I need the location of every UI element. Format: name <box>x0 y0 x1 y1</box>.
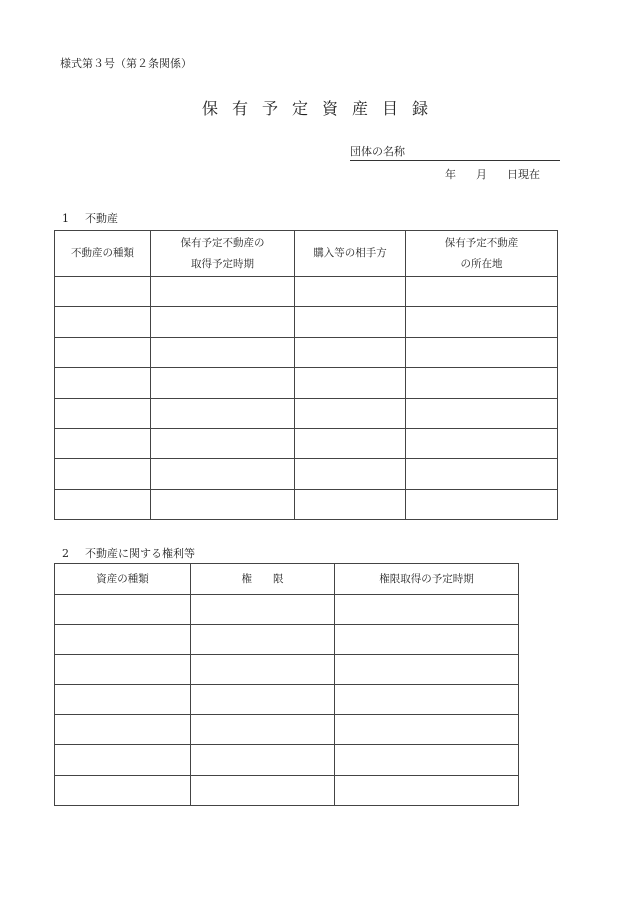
rights-row <box>55 685 519 715</box>
real-estate-table <box>54 230 558 520</box>
table-cell[interactable] <box>295 307 406 337</box>
header-property-type <box>55 231 151 277</box>
header-line: の所在地 <box>460 257 503 270</box>
table-cell[interactable] <box>191 685 335 715</box>
rights-header-row <box>55 564 519 595</box>
table-cell[interactable] <box>55 489 151 519</box>
table-cell[interactable] <box>335 775 519 805</box>
header-counterparty <box>295 231 406 277</box>
table-cell[interactable] <box>151 398 295 428</box>
real-estate-row <box>55 459 558 489</box>
table-cell[interactable] <box>151 368 295 398</box>
header-line: 不動産の種類 <box>71 247 134 259</box>
header-line: 保有予定不動産 <box>444 236 519 249</box>
table-cell[interactable] <box>335 715 519 745</box>
table-cell[interactable] <box>295 489 406 519</box>
table-cell[interactable] <box>151 277 295 307</box>
section1-number: 1 <box>62 212 69 225</box>
organization-name-label: 団体の名称 <box>350 145 405 158</box>
section1-title: 不動産 <box>85 212 118 225</box>
table-cell[interactable] <box>151 459 295 489</box>
section2-heading <box>62 545 195 561</box>
table-cell[interactable] <box>191 625 335 655</box>
form-number: 様式第３号（第２条関係） <box>60 57 192 70</box>
real-estate-row <box>55 398 558 428</box>
table-cell[interactable] <box>151 307 295 337</box>
table-cell[interactable] <box>55 459 151 489</box>
header-location <box>406 231 558 277</box>
table-cell[interactable] <box>55 368 151 398</box>
table-cell[interactable] <box>55 625 191 655</box>
table-cell[interactable] <box>55 337 151 367</box>
table-cell[interactable] <box>55 745 191 775</box>
date-day-label: 日現在 <box>507 168 540 181</box>
header-rights <box>191 564 335 595</box>
table-cell[interactable] <box>55 595 191 625</box>
table-cell[interactable] <box>151 489 295 519</box>
table-cell[interactable] <box>191 655 335 685</box>
rights-row <box>55 595 519 625</box>
table-cell[interactable] <box>191 775 335 805</box>
header-rights-acquisition-time <box>335 564 519 595</box>
table-cell[interactable] <box>55 685 191 715</box>
real-estate-row <box>55 307 558 337</box>
rights-row <box>55 775 519 805</box>
table-cell[interactable] <box>55 428 151 458</box>
table-cell[interactable] <box>335 595 519 625</box>
table-cell[interactable] <box>191 745 335 775</box>
table-cell[interactable] <box>335 655 519 685</box>
header-line: 権 限 <box>241 573 284 585</box>
table-cell[interactable] <box>55 398 151 428</box>
header-line: 権限取得の予定時期 <box>379 573 474 585</box>
table-cell[interactable] <box>406 459 558 489</box>
header-acquisition-time <box>151 231 295 277</box>
header-line: 保有予定不動産の <box>180 236 265 249</box>
date-year-label: 年 <box>445 168 456 181</box>
table-cell[interactable] <box>406 307 558 337</box>
table-cell[interactable] <box>295 368 406 398</box>
header-asset-type <box>55 564 191 595</box>
real-estate-header-row <box>55 231 558 277</box>
real-estate-row <box>55 337 558 367</box>
table-cell[interactable] <box>151 428 295 458</box>
table-cell[interactable] <box>406 489 558 519</box>
rights-row <box>55 625 519 655</box>
table-cell[interactable] <box>335 685 519 715</box>
table-cell[interactable] <box>406 277 558 307</box>
table-cell[interactable] <box>406 368 558 398</box>
table-cell[interactable] <box>55 307 151 337</box>
header-line: 取得予定時期 <box>191 257 254 270</box>
section2-title: 不動産に関する権利等 <box>85 547 195 560</box>
rights-table <box>54 563 519 806</box>
table-cell[interactable] <box>55 655 191 685</box>
section2-number: 2 <box>62 547 69 560</box>
table-cell[interactable] <box>191 715 335 745</box>
document-title: 保有予定資産目録 <box>201 99 442 118</box>
rights-row <box>55 655 519 685</box>
real-estate-row <box>55 368 558 398</box>
table-cell[interactable] <box>151 337 295 367</box>
rights-row <box>55 745 519 775</box>
date-month-label: 月 <box>476 168 487 181</box>
real-estate-row <box>55 489 558 519</box>
table-cell[interactable] <box>406 337 558 367</box>
section1-heading <box>62 210 118 226</box>
table-cell[interactable] <box>335 625 519 655</box>
header-line: 資産の種類 <box>96 573 149 585</box>
table-cell[interactable] <box>55 715 191 745</box>
table-cell[interactable] <box>406 398 558 428</box>
table-cell[interactable] <box>335 745 519 775</box>
table-cell[interactable] <box>295 459 406 489</box>
table-cell[interactable] <box>191 595 335 625</box>
table-cell[interactable] <box>295 337 406 367</box>
table-cell[interactable] <box>55 775 191 805</box>
table-cell[interactable] <box>406 428 558 458</box>
real-estate-row <box>55 277 558 307</box>
organization-name-field[interactable] <box>350 143 560 161</box>
date-line <box>445 166 540 182</box>
rights-row <box>55 715 519 745</box>
table-cell[interactable] <box>295 277 406 307</box>
header-line: 購入等の相手方 <box>313 247 387 259</box>
table-cell[interactable] <box>55 277 151 307</box>
real-estate-row <box>55 428 558 458</box>
table-cell[interactable] <box>295 428 406 458</box>
table-cell[interactable] <box>295 398 406 428</box>
